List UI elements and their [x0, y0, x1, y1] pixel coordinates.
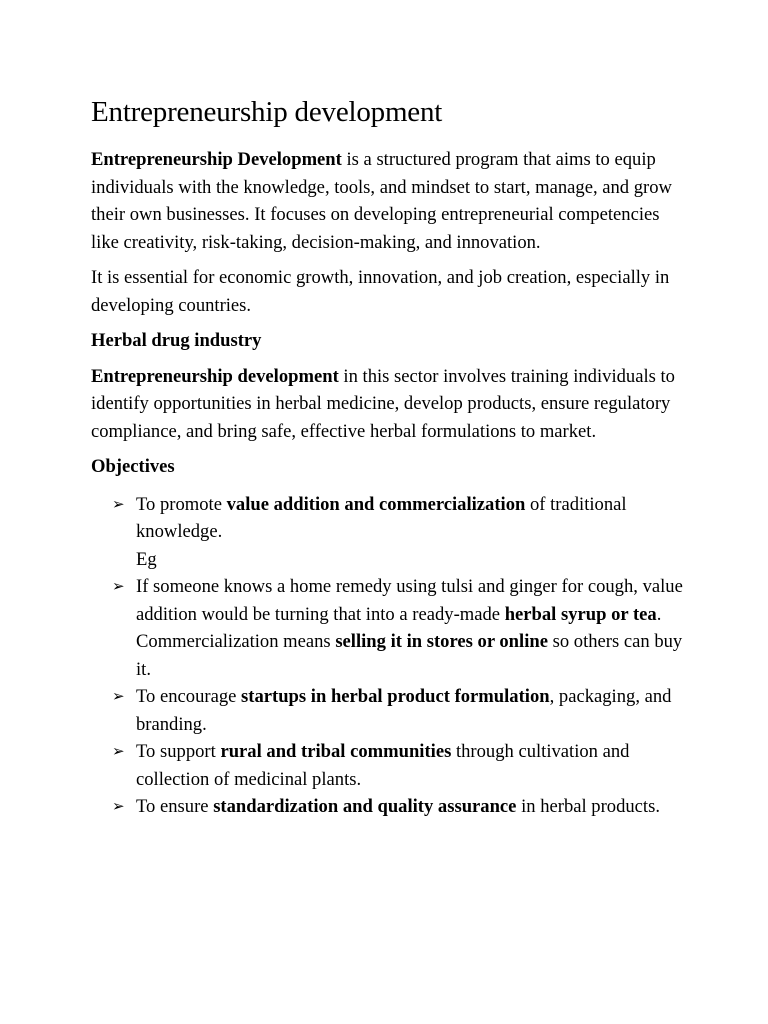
objective-text: of traditional knowledge.	[136, 493, 627, 542]
objective-emphasis: value addition and commercialization	[226, 493, 526, 515]
arrow-bullet-icon: ➢	[112, 797, 125, 815]
objective-item	[91, 793, 691, 821]
arrow-bullet-icon: ➢	[112, 742, 125, 760]
section-heading: Herbal drug industry	[91, 330, 262, 351]
arrow-bullet-icon: ➢	[112, 687, 125, 705]
objective-text: in herbal products.	[516, 796, 660, 817]
objective-item	[91, 491, 691, 574]
objective-emphasis: startups in herbal product formulation	[241, 686, 550, 707]
objective-item	[91, 573, 691, 683]
document-title: Entrepreneurship development	[91, 96, 443, 128]
objective-text: To ensure	[136, 796, 214, 817]
sector-paragraph	[91, 363, 691, 446]
sector-text: in this sector involves training individuals to identify opportunities in herbal medicine, develop products, ensure regulatory compliance, and bring safe, effective herbal formulations to market.	[91, 365, 675, 442]
objective-emphasis: standardization and quality assurance	[213, 796, 517, 817]
objective-text: To encourage	[136, 686, 242, 707]
intro-text: is a structured program that aims to equip individuals with the knowledge, tools, and mindset to start, manage, and grow their own businesses. It focuses on developing entrepreneurial competencies like creativity, risk-taking, decision-making, and innovation.	[91, 149, 672, 253]
objective-emphasis: rural and tribal communities	[220, 741, 452, 762]
example-label: Eg	[136, 548, 157, 570]
objective-item	[91, 683, 691, 738]
objective-text: To support	[136, 741, 221, 762]
objective-emphasis: selling it in stores or online	[335, 631, 548, 652]
objective-text: To promote	[136, 493, 227, 515]
arrow-bullet-icon: ➢	[112, 577, 125, 595]
objectives-list	[91, 491, 691, 821]
intro-bold-term: Entrepreneurship Development	[91, 149, 342, 170]
intro-paragraph	[91, 146, 691, 256]
sector-bold-term: Entrepreneurship development	[91, 365, 339, 387]
objective-text: If someone knows a home remedy using tulsi and ginger for cough, value addition would be turning that into a ready-made	[136, 576, 683, 625]
objective-text: so others can buy it.	[136, 631, 683, 680]
objective-item	[91, 738, 691, 793]
objective-text: , packaging, and branding.	[136, 686, 672, 735]
objectives-heading: Objectives	[91, 456, 175, 477]
objective-text: . Commercialization means	[136, 603, 662, 652]
document-page	[91, 94, 691, 821]
objective-text: through cultivation and collection of medicinal plants.	[136, 741, 630, 790]
arrow-bullet-icon: ➢	[112, 494, 125, 513]
objective-emphasis: herbal syrup or tea	[504, 603, 657, 625]
importance-paragraph: It is essential for economic growth, innovation, and job creation, especially in developing countries.	[91, 267, 670, 316]
